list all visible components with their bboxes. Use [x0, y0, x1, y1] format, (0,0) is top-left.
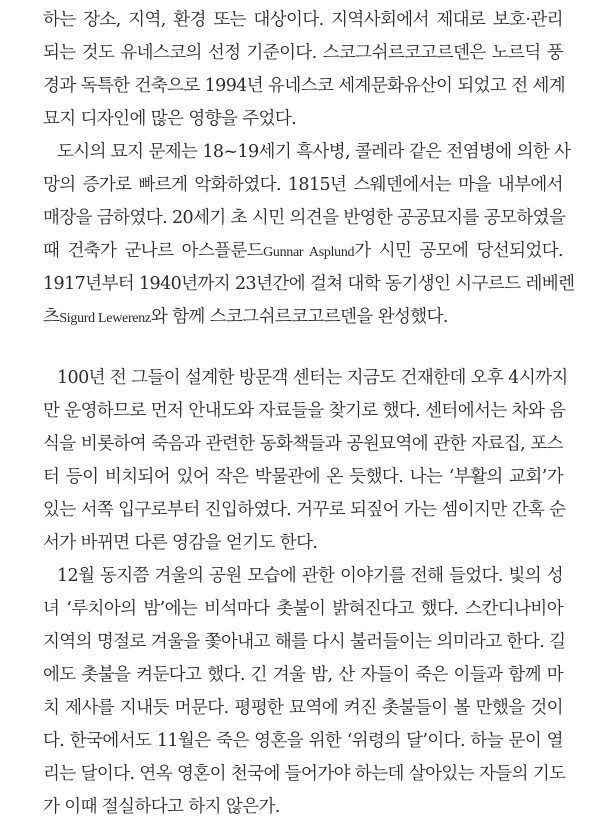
text-line: 도시의 묘지 문제는 18~19세기 흑사병, 콜레라 같은 전염병에 의한 사	[57, 142, 571, 162]
text-line: 망의 증가로 빠르게 악화하였다. 1815년 스웨덴에서는 마을 내부에서	[43, 175, 563, 195]
text-line: 녀 ‘루치아의 밤’에는 비석마다 촛불이 밝혀진다고 했다. 스칸디나비아	[43, 599, 563, 619]
text-segment: 때 건축가 군나르 아스플룬드	[43, 241, 264, 261]
paragraph-2	[43, 136, 575, 334]
text-line: 지역의 명절로 겨울을 쫓아내고 해를 다시 불러들이는 의미라고 한다. 길	[43, 632, 566, 652]
text-segment: 가 시민 공모에 당선되었다.	[354, 241, 563, 261]
section-gap	[43, 334, 563, 362]
text-line: 되는 것도 유네스코의 선정 기준이다. 스코그쉬르코고르덴은 노르딕 풍	[43, 43, 563, 63]
text-line: 1917년부터 1940년까지 23년간에 걸쳐 대학 동기생인 시구르드 레베렌	[43, 274, 575, 294]
text-line: 경과 독특한 건축으로 1994년 유네스코 세계문화유산이 되었고 전 세계	[43, 76, 566, 96]
text-line: 하는 장소, 지역, 환경 또는 대상이다. 지역사회에서 제대로 보호·관리	[43, 10, 563, 30]
text-line: 터 등이 비치되어 있어 작은 박물관에 온 듯했다. 나는 ‘부활의 교회’가	[43, 467, 563, 487]
text-line: 100년 전 그들이 설계한 방문객 센터는 지금도 건재한데 오후 4시까지	[57, 368, 568, 388]
text-line: 만 운영하므로 먼저 안내도와 자료들을 찾기로 했다. 센터에서는 차와 음	[43, 401, 566, 421]
text-line: 다. 한국에서도 11월은 죽은 영혼을 위한 ‘위령의 달’이다. 하늘 문이 열	[43, 731, 563, 751]
text-line: 식을 비롯하여 죽음과 관련한 동화책들과 공원묘역에 관한 자료집, 포스	[43, 434, 563, 454]
text-line: 가 이때 절실하다고 하지 않은가.	[43, 797, 280, 817]
text-line: 리는 달이다. 연옥 영혼이 천국에 들어가야 하는데 살아있는 자들의 기도	[43, 764, 566, 784]
text-line: 에도 촛불을 켜둔다고 했다. 긴 겨울 밤, 산 자들이 죽은 이들과 함께 마	[43, 665, 563, 685]
text-line	[43, 235, 563, 268]
text-line: 매장을 금하였다. 20세기 초 시민 의견을 반영한 공공묘지를 공모하였을	[43, 208, 566, 228]
text-line: 12월 동지쯤 겨울의 공원 모습에 관한 이야기를 전해 들었다. 빛의 성	[57, 566, 563, 586]
text-line	[43, 301, 563, 334]
paragraph-4	[43, 560, 566, 824]
latin-name-sigurd-lewerenz: Sigurd Lewerenz	[59, 311, 151, 326]
text-line: 서가 바뀌면 다른 영감을 얻기도 한다.	[43, 533, 318, 553]
text-line: 치 제사를 지내듯 머문다. 평평한 묘역에 켜진 촛불들이 볼 만했을 것이	[43, 698, 563, 718]
paragraph-3	[43, 362, 568, 560]
text-segment: 와 함께 스코그쉬르코고르덴을 완성했다.	[150, 307, 448, 327]
paragraph-1	[43, 4, 566, 136]
document-page	[43, 4, 575, 824]
text-segment: 츠	[43, 307, 60, 327]
latin-name-gunnar-asplund: Gunnar Asplund	[263, 245, 355, 260]
text-line: 있는 서쪽 입구로부터 진입하였다. 거꾸로 되짚어 가는 셈이지만 간혹 순	[43, 500, 566, 520]
text-line: 묘지 디자인에 많은 영향을 주었다.	[43, 109, 297, 129]
